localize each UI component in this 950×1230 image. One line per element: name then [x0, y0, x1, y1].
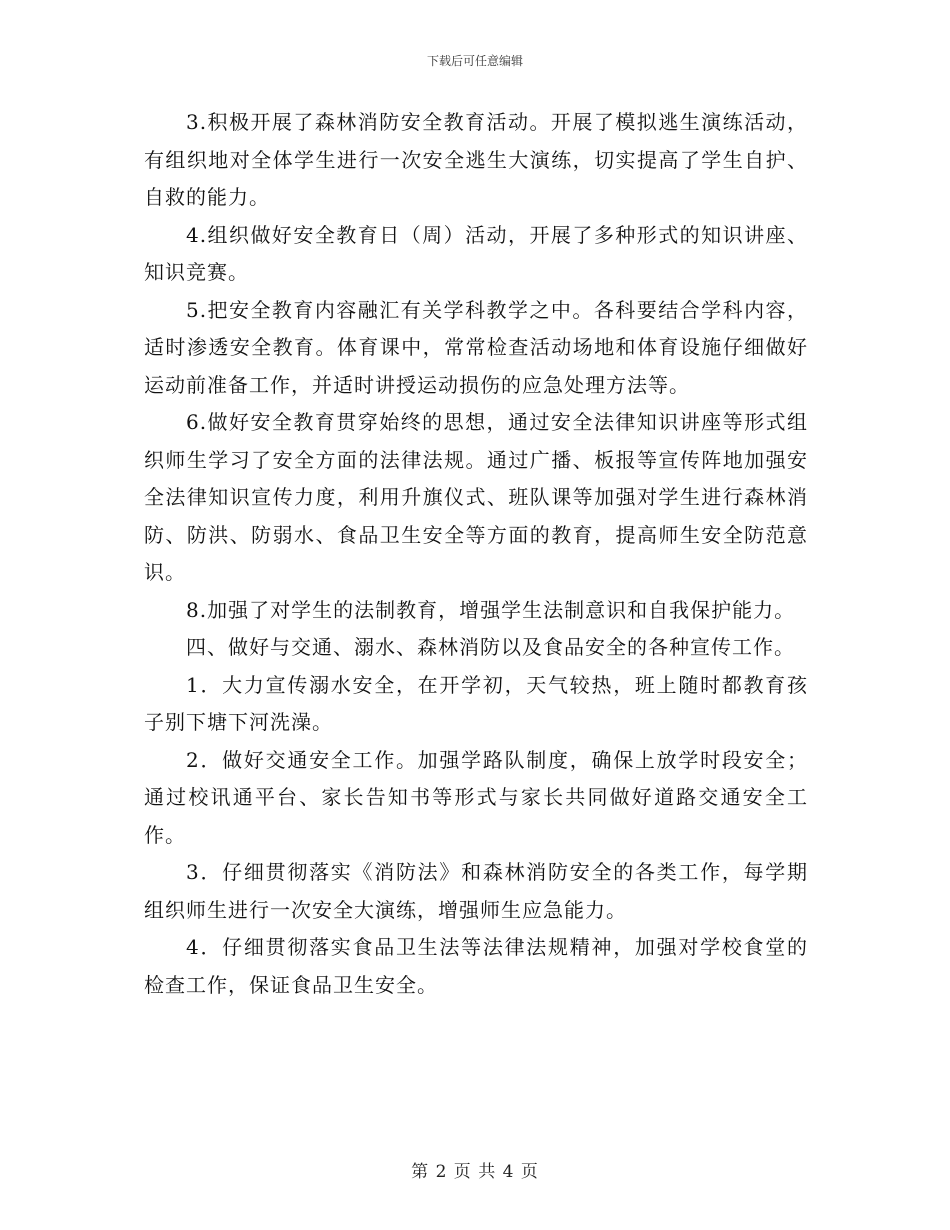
paragraph-item-4-safety-day: 4.组织做好安全教育日（周）活动，开展了多种形式的知识讲座、知识竞赛。	[144, 222, 808, 284]
section-heading-four: 四、做好与交通、溺水、森林消防以及食品安全的各种宣传工作。	[186, 635, 795, 659]
document-body	[144, 104, 808, 1004]
paragraph-item-4-food-safety: 4．仔细贯彻落实食品卫生法等法律法规精神，加强对学校食堂的检查工作，保证食品卫生安全。	[144, 935, 808, 997]
page-header: 下载后可任意编辑	[426, 54, 523, 68]
paragraph-item-1-drowning: 1．大力宣传溺水安全，在开学初，天气较热，班上随时都教育孩子别下塘下河洗澡。	[144, 672, 808, 734]
paragraph-item-2-traffic: 2．做好交通安全工作。加强学路队制度，确保上放学时段安全；通过校讯通平台、家长告知书等形式与家长共同做好道路交通安全工作。	[144, 747, 808, 847]
paragraph-item-5-subject-teaching: 5.把安全教育内容融汇有关学科教学之中。各科要结合学科内容，适时渗透安全教育。体育课中，常常检查活动场地和体育设施仔细做好运动前准备工作，并适时讲授运动损伤的应急处理方法等。	[144, 297, 808, 397]
paragraph-item-8-legal-education: 8.加强了对学生的法制教育，增强学生法制意识和自我保护能力。	[186, 597, 796, 622]
paragraph-item-3-fire-law: 3．仔细贯彻落实《消防法》和森林消防安全的各类工作，每学期组织师生进行一次安全大演练，增强师生应急能力。	[144, 860, 808, 922]
page-footer: 第 2 页 共 4 页	[411, 1162, 539, 1182]
paragraph-item-6-legal-awareness: 6.做好安全教育贯穿始终的思想，通过安全法律知识讲座等形式组织师生学习了安全方面的法律法规。通过广播、板报等宣传阵地加强安全法律知识宣传力度，利用升旗仪式、班队课等加强对学生进行森林消防、防洪、防弱水、食品卫生安全等方面的教育，提高师生安全防范意识。	[144, 410, 808, 584]
paragraph-item-3-fire-education: 3.积极开展了森林消防安全教育活动。开展了模拟逃生演练活动，有组织地对全体学生进行一次安全逃生大演练，切实提高了学生自护、自救的能力。	[144, 110, 808, 209]
